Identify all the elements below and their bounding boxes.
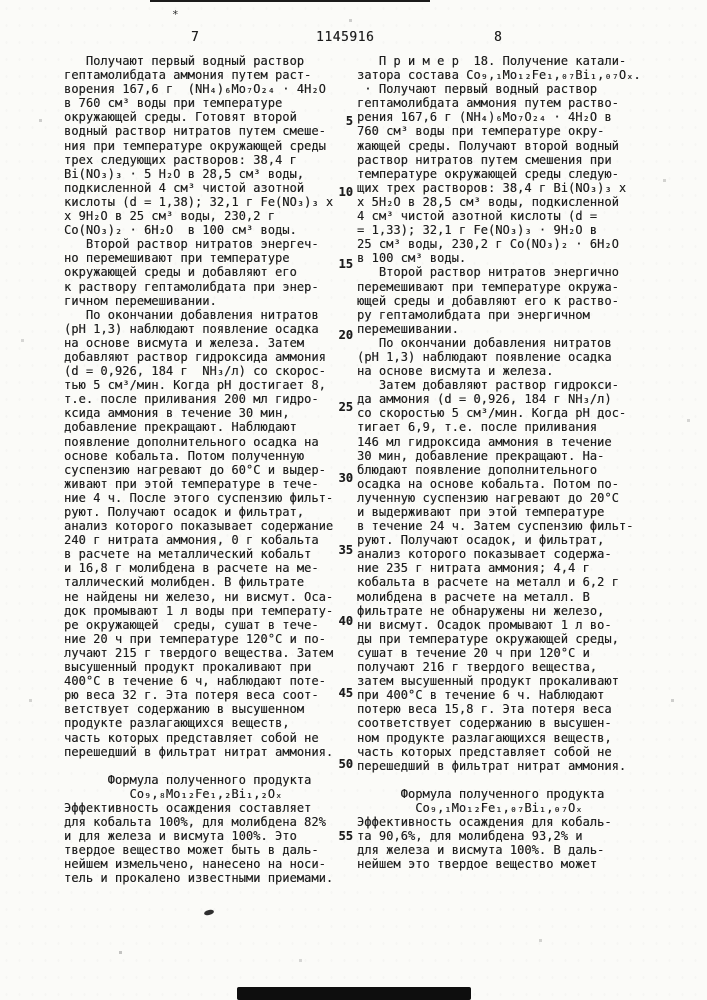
- text-line: Формула полученного продукта: [357, 786, 605, 801]
- text-line: но перемешивают при температуре: [64, 251, 290, 266]
- line-number: 20: [338, 328, 353, 342]
- text-line: часть которых представляет собой не: [64, 730, 319, 745]
- text-line: в 100 см³ воды.: [357, 251, 467, 266]
- text-line: окружающей среды. Готовят второй: [64, 110, 297, 125]
- text-line: ворения 167,6 г (NH₄)₆Mo₇O₂₄ · 4H₂O: [64, 82, 326, 97]
- text-line: высушенный продукт прокаливают при: [64, 660, 312, 675]
- text-line: лучают 215 г твердого вещества. Затем: [64, 645, 334, 660]
- text-line: блюдают появление дополнительного: [357, 462, 598, 477]
- text-line: перемешивают при температуре окружа-: [357, 279, 619, 294]
- text-line: подкисленной 4 см³ чистой азотной: [64, 180, 305, 195]
- text-line: [64, 759, 338, 773]
- line-number: 30: [338, 471, 353, 485]
- text-line: ды при температуре окружающей среды,: [357, 631, 619, 646]
- text-line: руют. Получают осадок и фильтрат,: [64, 505, 305, 519]
- text-line: 240 г нитрата аммония, 0 г кобальта: [64, 533, 319, 548]
- text-line: твердое вещество может быть в даль-: [64, 843, 319, 858]
- text-line: появление дополнительного осадка на: [64, 434, 319, 449]
- text-line: 25 см³ воды, 230,2 г Co(NO₃)₂ · 6H₂O: [357, 237, 619, 252]
- text-line: · Получают первый водный раствор: [357, 82, 598, 97]
- text-line: в расчете на металлический кобальт: [64, 547, 312, 562]
- text-line: добавление прекращают. Наблюдают: [64, 420, 297, 435]
- text-line: док промывают 1 л воды при температу-: [64, 603, 334, 618]
- line-number: 10: [338, 185, 353, 199]
- text-line: таллический молибден. В фильтрате: [64, 575, 305, 590]
- text-line: Получают первый водный раствор: [64, 54, 305, 68]
- text-line: (pH 1,3) наблюдают появление осадка: [64, 321, 319, 336]
- text-line: анализ которого показывает содержа-: [357, 547, 612, 562]
- line-number: 55: [338, 828, 353, 843]
- text-line: руют. Получают осадок, и фильтрат,: [357, 533, 605, 548]
- text-line: Второй раствор нитратов энергично: [357, 265, 619, 280]
- text-line: ние 235 г нитрата аммония; 4,4 г: [357, 561, 590, 576]
- text-line: затем высушенный продукт прокаливают: [357, 674, 619, 689]
- line-number: 5: [345, 113, 353, 128]
- right-column: [357, 54, 647, 871]
- text-line: часть которых представляет собой не: [357, 744, 612, 759]
- text-line: гептамолибдата аммония путем раство-: [357, 96, 619, 111]
- text-line: соответствует содержанию в высушен-: [357, 716, 612, 731]
- text-line: анализ которого показывает содержание: [64, 519, 334, 534]
- text-line: кобальта в расчете на металл и 6,2 г: [357, 575, 619, 590]
- text-line: ние 20 ч при температуре 120°С и по-: [64, 631, 326, 646]
- text-line: в течение 24 ч. Затем суспензию фильт-: [357, 519, 634, 534]
- text-line: (pH 1,3) наблюдают появление осадка: [357, 349, 612, 364]
- text-line: перемешивании.: [357, 321, 459, 336]
- text-line: (d = 0,926, 184 г NH₃/л) со скорос-: [64, 364, 326, 379]
- text-line: Формула полученного продукта: [64, 772, 312, 787]
- text-line: 146 мл гидроксида аммония в течение: [357, 434, 612, 449]
- text-line: для кобальта 100%, для молибдена 82%: [64, 815, 326, 830]
- left-column: [64, 54, 338, 886]
- page-number-left: 7: [191, 30, 200, 45]
- text-line: получают 216 г твердого вещества,: [357, 660, 598, 675]
- text-line: на основе висмута и железа. Затем: [64, 335, 305, 350]
- text-line: 4 см³ чистой азотной кислоты (d =: [357, 209, 598, 224]
- text-line: та 90,6%, для молибдена 93,2% и: [357, 829, 583, 844]
- text-line: молибдена в расчете на металл. В: [357, 589, 590, 604]
- text-line: ветствует содержанию в высушенном: [64, 702, 305, 717]
- text-line: Co₉,₁Mo₁₂Fe₁,₀₇Bi₁,₀₇Oₓ: [357, 800, 583, 815]
- text-line: ном продукте разлагающихся веществ,: [357, 730, 612, 745]
- text-line: нейшем это твердое вещество может: [357, 857, 598, 872]
- line-number: 50: [338, 757, 353, 771]
- text-line: Эффективность осаждения для кобаль-: [357, 815, 612, 830]
- text-line: тью 5 см³/мин. Когда pH достигает 8,: [64, 378, 326, 393]
- line-number: 40: [338, 614, 353, 628]
- text-line: перешедший в фильтрат нитрат аммония.: [64, 744, 334, 759]
- line-number: 45: [338, 685, 353, 700]
- top-rule-line: [150, 0, 430, 2]
- text-line: П р и м е р 18. Получение катали-: [357, 54, 627, 68]
- text-line: Co(NO₃)₂ · 6H₂O в 100 см³ воды.: [64, 223, 297, 238]
- text-line: Co₉,₈Mo₁₂Fe₁,₂Bi₁,₂Oₓ: [64, 786, 283, 801]
- text-line: гичном перемешивании.: [64, 293, 217, 308]
- text-line: основе кобальта. Потом полученную: [64, 448, 305, 463]
- text-line: т.е. после приливания 200 мл гидро-: [64, 392, 319, 407]
- text-line: да аммония (d = 0,926, 184 г NH₃/л): [357, 392, 612, 407]
- text-line: Эффективность осаждения составляет: [64, 800, 312, 815]
- text-line: ре окружающей среды, сушат в тече-: [64, 617, 319, 632]
- text-line: перешедший в фильтрат нитрат аммония.: [357, 758, 627, 773]
- text-line: 760 см³ воды при температуре окру-: [357, 124, 605, 139]
- text-line: ния при температуре окружающей среды: [64, 138, 326, 153]
- text-line: = 1,33); 32,1 г Fe(NO₃)₃ · 9H₂O в: [357, 223, 598, 238]
- text-line: и выдерживают при этой температуре: [357, 505, 605, 519]
- text-line: кислоты (d = 1,38); 32,1 г Fe(NO₃)₃ х: [64, 194, 334, 209]
- text-line: потерю веса 15,8 г. Эта потеря веса: [357, 702, 612, 717]
- text-line: сушат в течение 20 ч при 120°С и: [357, 645, 590, 660]
- text-line: суспензию нагревают до 60°С и выдер-: [64, 462, 326, 477]
- scan-edge-bar: [237, 987, 471, 1000]
- text-line: осадка на основе кобальта. Потом по-: [357, 476, 619, 491]
- text-line: ющей среды и добавляют его к раство-: [357, 293, 619, 308]
- text-line: Второй раствор нитратов энергеч-: [64, 237, 319, 252]
- text-line: водный раствор нитратов путем смеше-: [64, 124, 326, 139]
- page-number-right: 8: [494, 30, 503, 45]
- text-line: окружающей среды и добавляют его: [64, 265, 297, 280]
- text-line: 400°С в течение 6 ч, наблюдают поте-: [64, 674, 326, 689]
- text-line: продукте разлагающихся веществ,: [64, 716, 290, 731]
- text-line: 30 мин, добавление прекращают. На-: [357, 448, 605, 463]
- text-line: х 9H₂O в 25 см³ воды, 230,2 г: [64, 209, 275, 224]
- text-line: По окончании добавления нитратов: [357, 335, 612, 350]
- text-line: для железа и висмута 100%. В даль-: [357, 843, 605, 858]
- text-line: к раствору гептамолибдата при энер-: [64, 279, 319, 294]
- text-line: рю веса 32 г. Эта потеря веса соот-: [64, 688, 319, 703]
- text-line: лученную суспензию нагревают до 20°С: [357, 490, 619, 505]
- text-line: и для железа и висмута 100%. Это: [64, 829, 297, 844]
- text-line: щих трех растворов: 38,4 г Bi(NO₃)₃ х: [357, 180, 627, 195]
- line-number: 15: [338, 256, 353, 271]
- text-line: раствор нитратов путем смешения при: [357, 152, 612, 167]
- text-line: и 16,8 г молибдена в расчете на ме-: [64, 561, 319, 576]
- text-line: гептамолибдата аммония путем раст-: [64, 68, 312, 83]
- text-line: х 5H₂O в 28,5 см³ воды, подкисленной: [357, 194, 619, 209]
- text-line: добавляют раствор гидроксида аммония: [64, 349, 326, 364]
- text-line: ру гептамолибдата при энергичном: [357, 307, 590, 322]
- text-line: живают при этой температуре в тече-: [64, 476, 319, 491]
- text-line: [357, 773, 647, 787]
- text-line: нейшем измельчено, нанесено на носи-: [64, 857, 326, 872]
- text-line: на основе висмута и железа.: [357, 364, 554, 379]
- text-line: Затем добавляют раствор гидрокси-: [357, 378, 619, 393]
- text-line: не найдены ни железо, ни висмут. Оса-: [64, 589, 334, 604]
- text-line: в 760 см³ воды при температуре: [64, 96, 283, 111]
- text-line: фильтрате не обнаружены ни железо,: [357, 603, 605, 618]
- line-number: 25: [338, 399, 353, 414]
- text-line: со скоростью 5 см³/мин. Когда pH дос-: [357, 406, 627, 421]
- text-line: тель и прокалено известными приемами.: [64, 871, 334, 886]
- text-line: рения 167,6 г (NH₄)₆Mo₇O₂₄ · 4H₂O в: [357, 110, 612, 125]
- text-line: По окончании добавления нитратов: [64, 307, 319, 322]
- ink-smudge: [204, 909, 215, 916]
- text-line: ни висмут. Осадок промывают 1 л во-: [357, 617, 612, 632]
- line-number-gutter: [327, 0, 353, 1000]
- line-number: 35: [338, 542, 353, 557]
- text-line: жающей среды. Получают второй водный: [357, 138, 619, 153]
- text-line: при 400°С в течение 6 ч. Наблюдают: [357, 688, 605, 703]
- patent-number: 1145916: [316, 30, 375, 45]
- text-line: затора состава Co₉,₁Mo₁₂Fe₁,₀₇Bi₁,₀₇Oₓ.: [357, 68, 641, 83]
- text-line: трех следующих растворов: 38,4 г: [64, 152, 297, 167]
- paper-specks: [0, 0, 1, 1]
- text-line: тигает 6,9, т.е. после приливания: [357, 420, 598, 435]
- text-line: Bi(NO₃)₃ · 5 H₂O в 28,5 см³ воды,: [64, 166, 305, 181]
- text-line: температуре окружающей среды следую-: [357, 166, 619, 181]
- margin-asterisk-mark: *: [172, 8, 179, 21]
- text-line: ние 4 ч. После этого суспензию фильт-: [64, 490, 334, 505]
- text-line: ксида аммония в течение 30 мин,: [64, 406, 290, 421]
